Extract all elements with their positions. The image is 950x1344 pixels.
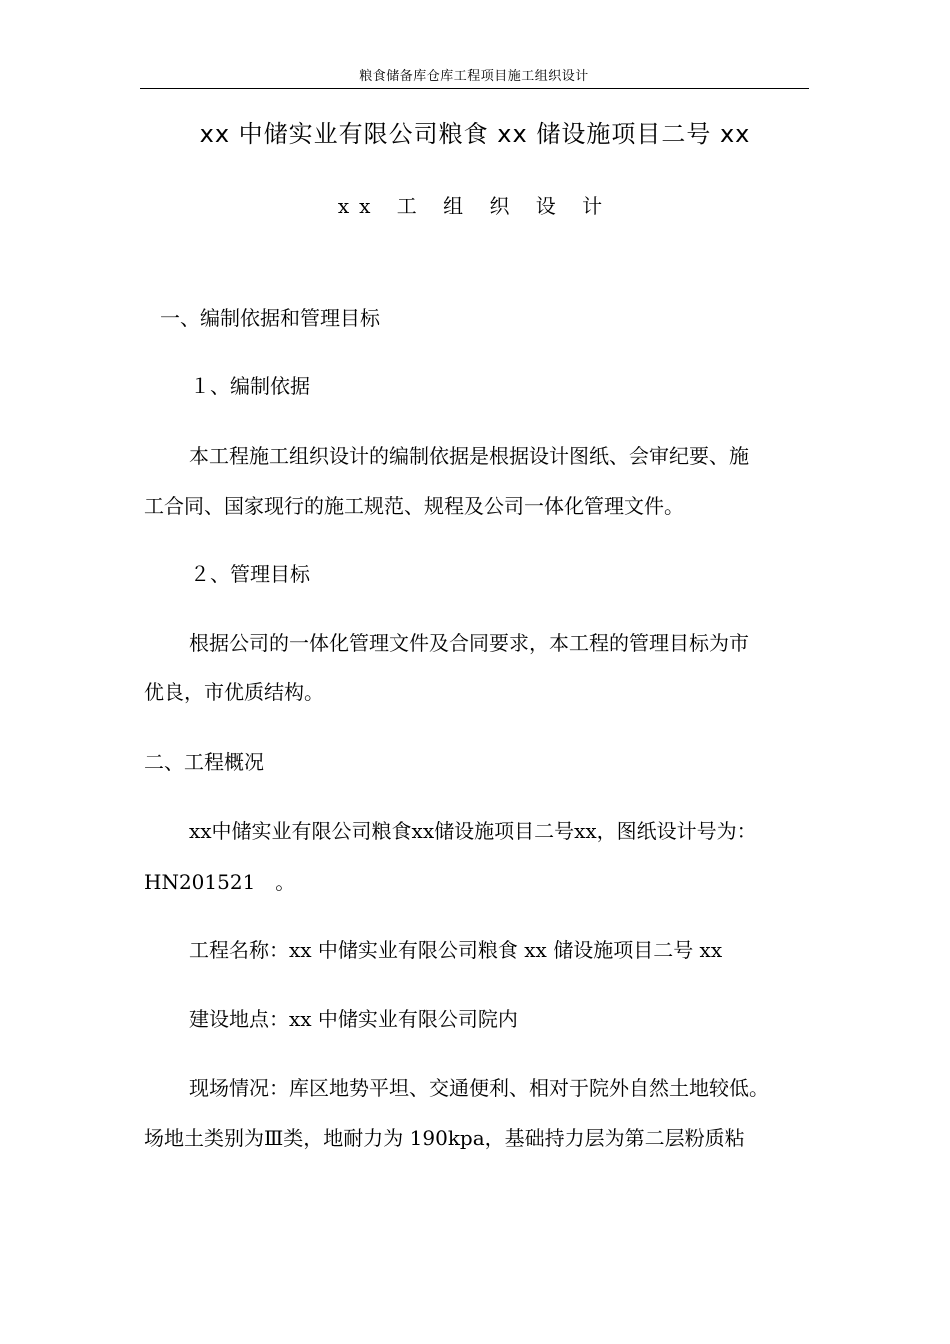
document-subtitle: xx 工 组 织 设 计 <box>337 194 613 218</box>
paragraph-overview-line-1: xx中储实业有限公司粮食xx储设施项目二号xx，图纸设计号为： <box>189 819 757 843</box>
site-conditions-line-1: 现场情况：库区地势平坦、交通便利、相对于院外自然土地较低。 <box>189 1076 769 1100</box>
header-divider <box>140 88 809 89</box>
section-1-1-heading: １、编制依据 <box>190 374 310 398</box>
paragraph-goal-line-2: 优良，市优质结构。 <box>144 680 324 704</box>
section-1-2-heading: ２、管理目标 <box>190 562 310 586</box>
project-location-line: 建设地点：xx 中储实业有限公司院内 <box>189 1007 518 1031</box>
running-header: 粮食储备库仓库工程项目施工组织设计 <box>359 69 589 84</box>
paragraph-goal-line-1: 根据公司的一体化管理文件及合同要求，本工程的管理目标为市 <box>189 631 749 655</box>
section-1-heading: 一、编制依据和管理目标 <box>160 306 380 330</box>
paragraph-basis-line-1: 本工程施工组织设计的编制依据是根据设计图纸、会审纪要、施 <box>189 444 749 468</box>
paragraph-overview-line-2: HN201521 。 <box>144 870 296 894</box>
section-2-heading: 二、工程概况 <box>144 750 264 774</box>
project-name-line: 工程名称：xx 中储实业有限公司粮食 xx 储设施项目二号 xx <box>189 938 723 962</box>
site-conditions-line-2: 场地土类别为Ⅲ类，地耐力为 190kpa，基础持力层为第二层粉质粘 <box>144 1126 745 1150</box>
document-title: xx 中储实业有限公司粮食 xx 储设施项目二号 xx <box>199 120 751 148</box>
paragraph-basis-line-2: 工合同、国家现行的施工规范、规程及公司一体化管理文件。 <box>144 494 684 518</box>
